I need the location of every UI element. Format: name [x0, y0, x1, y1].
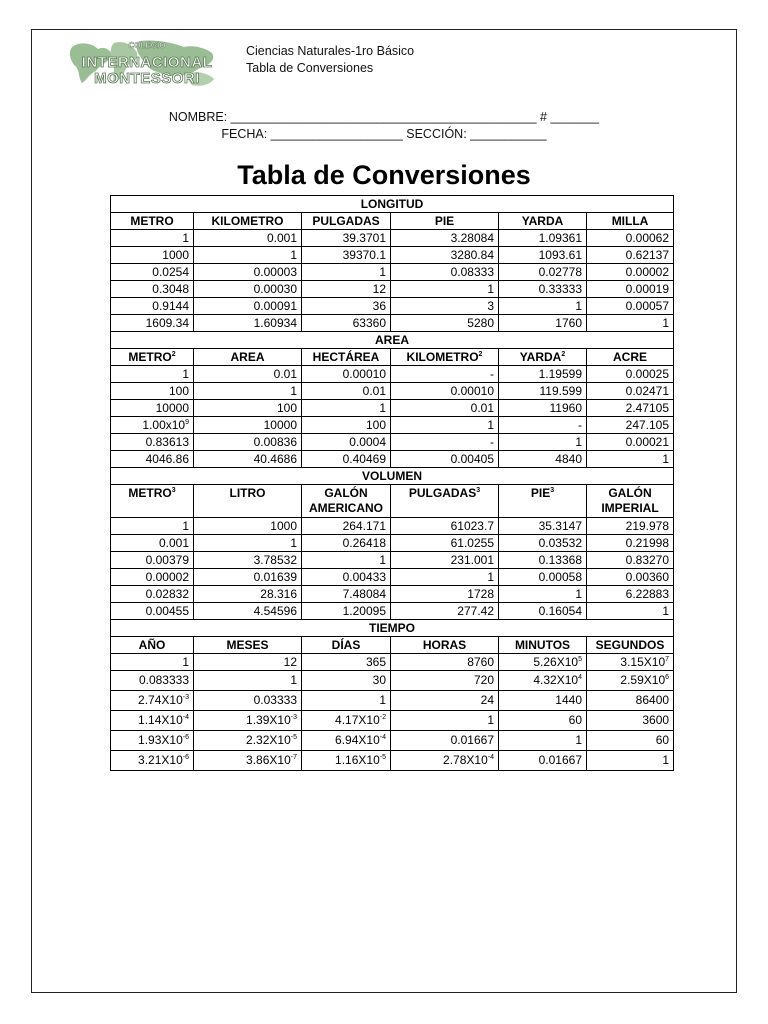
- longitud-header-row: [111, 213, 674, 230]
- table-cell: $1.00x10^9$: [111, 417, 194, 434]
- table-cell: 0.001: [194, 230, 302, 247]
- table-cell: 0.02471: [587, 383, 674, 400]
- logo-text-colegio: COLEGIO: [128, 41, 166, 50]
- table-cell: 3280.84: [391, 247, 499, 264]
- table-row: [111, 383, 674, 400]
- table-cell: 0.00405: [391, 451, 499, 468]
- table-cell: 1440: [499, 691, 587, 711]
- table-cell: 0.00010: [302, 366, 391, 383]
- table-cell: 0.00062: [587, 230, 674, 247]
- table-row: [111, 654, 674, 671]
- table-cell: 1: [302, 552, 391, 569]
- table-cell: $3.86X10^{-7}$: [194, 751, 302, 771]
- table-cell: 11960: [499, 400, 587, 417]
- school-logo: [66, 37, 228, 89]
- volumen-column-header: LITRO: [194, 485, 302, 518]
- table-row: [111, 691, 674, 711]
- table-cell: 0.00836: [194, 434, 302, 451]
- table-cell: 3.78532: [194, 552, 302, 569]
- table-cell: 1: [111, 230, 194, 247]
- table-cell: 0.33333: [499, 281, 587, 298]
- area-column-header: HECTÁREA: [302, 349, 391, 366]
- table-cell: 86400: [587, 691, 674, 711]
- tiempo-column-header: SEGUNDOS: [587, 637, 674, 654]
- table-row: [111, 400, 674, 417]
- table-cell: 0.26418: [302, 535, 391, 552]
- table-cell: 2.47105: [587, 400, 674, 417]
- table-cell: 35.3147: [499, 518, 587, 535]
- longitud-column-header: KILOMETRO: [194, 213, 302, 230]
- volumen-section-row: [111, 468, 674, 485]
- table-cell: 1728: [391, 586, 499, 603]
- volumen-column-header: GALÓN AMERICANO: [302, 485, 391, 518]
- table-cell: 0.13368: [499, 552, 587, 569]
- table-cell: 0.02778: [499, 264, 587, 281]
- table-row: [111, 731, 674, 751]
- table-cell: 1000: [194, 518, 302, 535]
- table-cell: 0.9144: [111, 298, 194, 315]
- table-cell: 0.83613: [111, 434, 194, 451]
- volumen-column-header: GALÓN IMPERIAL: [587, 485, 674, 518]
- area-column-header: ACRE: [587, 349, 674, 366]
- table-cell: 1: [587, 315, 674, 332]
- subtitle-line: Tabla de Conversiones: [246, 61, 374, 75]
- area-section-title: AREA: [111, 332, 674, 349]
- table-cell: 36: [302, 298, 391, 315]
- table-cell: $1.14X10^{-4}$: [111, 711, 194, 731]
- tiempo-column-header: MINUTOS: [499, 637, 587, 654]
- table-cell: 0.3048: [111, 281, 194, 298]
- table-cell: 1: [194, 671, 302, 691]
- table-cell: 1: [111, 654, 194, 671]
- table-row: [111, 751, 674, 771]
- table-cell: 0.01667: [391, 731, 499, 751]
- area-column-header: YARDA$^2$: [499, 349, 587, 366]
- table-cell: 1: [587, 751, 674, 771]
- table-cell: 277.42: [391, 603, 499, 620]
- table-cell: 0.00455: [111, 603, 194, 620]
- table-cell: 61.0255: [391, 535, 499, 552]
- table-cell: 1: [111, 366, 194, 383]
- table-cell: 60: [587, 731, 674, 751]
- logo-text-school: INTERNACIONAL MONTESSORI: [81, 54, 213, 87]
- table-row: [111, 230, 674, 247]
- area-column-header: KILOMETRO$^2$: [391, 349, 499, 366]
- table-cell: 5280: [391, 315, 499, 332]
- table-cell: 264.171: [302, 518, 391, 535]
- date-section-line[interactable]: FECHA: ___________________ SECCIÓN: ___________: [221, 127, 547, 141]
- tiempo-column-header: MESES: [194, 637, 302, 654]
- table-cell: 1: [111, 518, 194, 535]
- table-cell: 1760: [499, 315, 587, 332]
- table-cell: -: [391, 434, 499, 451]
- longitud-column-header: YARDA: [499, 213, 587, 230]
- table-cell: 0.00002: [111, 569, 194, 586]
- table-cell: $2.78X10^{-4}$: [391, 751, 499, 771]
- longitud-section-title: LONGITUD: [111, 196, 674, 213]
- table-cell: 4840: [499, 451, 587, 468]
- volumen-column-header-line2: IMPERIAL: [601, 501, 659, 515]
- table-cell: 1: [302, 400, 391, 417]
- table-cell: 30: [302, 671, 391, 691]
- table-cell: 0.0254: [111, 264, 194, 281]
- tiempo-column-header: HORAS: [391, 637, 499, 654]
- table-row: [111, 298, 674, 315]
- table-cell: 1: [587, 603, 674, 620]
- tiempo-column-header: DÍAS: [302, 637, 391, 654]
- table-cell: 0.62137: [587, 247, 674, 264]
- table-cell: 0.01: [194, 366, 302, 383]
- tiempo-section-row: [111, 620, 674, 637]
- table-cell: 1: [587, 451, 674, 468]
- table-cell: 219.978: [587, 518, 674, 535]
- table-cell: 60: [499, 711, 587, 731]
- area-column-header: AREA: [194, 349, 302, 366]
- table-cell: 4046.86: [111, 451, 194, 468]
- table-cell: 1: [499, 434, 587, 451]
- table-cell: 39.3701: [302, 230, 391, 247]
- table-cell: 0.01667: [499, 751, 587, 771]
- name-field-line[interactable]: NOMBRE: ____________________________________________ # _______: [168, 110, 600, 124]
- volumen-column-header: METRO$^3$: [111, 485, 194, 518]
- area-section-row: [111, 332, 674, 349]
- table-row: [111, 671, 674, 691]
- table-cell: 1000: [111, 247, 194, 264]
- table-cell: 0.40469: [302, 451, 391, 468]
- table-cell: $3.15X10^7$: [587, 654, 674, 671]
- longitud-column-header: METRO: [111, 213, 194, 230]
- table-row: [111, 518, 674, 535]
- table-cell: 1: [391, 417, 499, 434]
- table-cell: $4.17X10^{-2}$: [302, 711, 391, 731]
- table-cell: 0.00010: [391, 383, 499, 400]
- longitud-column-header: MILLA: [587, 213, 674, 230]
- table-cell: 0.01: [391, 400, 499, 417]
- table-row: [111, 247, 674, 264]
- table-cell: 0.00433: [302, 569, 391, 586]
- longitud-column-header: PIE: [391, 213, 499, 230]
- table-cell: 0.00030: [194, 281, 302, 298]
- table-cell: 100: [302, 417, 391, 434]
- table-cell: $1.16X10^{-5}$: [302, 751, 391, 771]
- table-row: [111, 552, 674, 569]
- table-cell: 0.21998: [587, 535, 674, 552]
- table-cell: 0.00003: [194, 264, 302, 281]
- table-cell: -: [391, 366, 499, 383]
- volumen-header-row: [111, 485, 674, 518]
- volumen-section-title: VOLUMEN: [111, 468, 674, 485]
- table-cell: 1609.34: [111, 315, 194, 332]
- page-title: Tabla de Conversiones: [237, 160, 531, 190]
- table-cell: 0.03333: [194, 691, 302, 711]
- volumen-column-header: PIE$^3$: [499, 485, 587, 518]
- table-cell: 1.09361: [499, 230, 587, 247]
- longitud-section-row: [111, 196, 674, 213]
- table-row: [111, 603, 674, 620]
- table-row: [111, 586, 674, 603]
- conversion-table-body: [111, 196, 674, 771]
- table-cell: 100: [111, 383, 194, 400]
- table-cell: 365: [302, 654, 391, 671]
- table-cell: 231.001: [391, 552, 499, 569]
- table-cell: 1: [391, 281, 499, 298]
- table-cell: 0.001: [111, 535, 194, 552]
- volumen-column-header: PULGADAS$^3$: [391, 485, 499, 518]
- table-cell: 1.19599: [499, 366, 587, 383]
- table-cell: 24: [391, 691, 499, 711]
- table-cell: 0.00002: [587, 264, 674, 281]
- table-cell: $1.39X10^{-3}$: [194, 711, 302, 731]
- table-cell: 0.00021: [587, 434, 674, 451]
- table-cell: 0.01639: [194, 569, 302, 586]
- table-row: [111, 451, 674, 468]
- table-cell: 40.4686: [194, 451, 302, 468]
- table-cell: -: [499, 417, 587, 434]
- table-cell: 28.316: [194, 586, 302, 603]
- table-cell: $2.59X10^6$: [587, 671, 674, 691]
- table-cell: 12: [194, 654, 302, 671]
- table-cell: 0.83270: [587, 552, 674, 569]
- table-cell: 61023.7: [391, 518, 499, 535]
- table-cell: 10000: [194, 417, 302, 434]
- subject-line: Ciencias Naturales-1ro Básico: [246, 44, 415, 58]
- table-row: [111, 281, 674, 298]
- area-header-row: [111, 349, 674, 366]
- table-cell: $1.93X10^{-6}$: [111, 731, 194, 751]
- table-row: [111, 535, 674, 552]
- table-cell: 0.00058: [499, 569, 587, 586]
- table-cell: 0.02832: [111, 586, 194, 603]
- table-cell: 0.00019: [587, 281, 674, 298]
- table-cell: 6.22883: [587, 586, 674, 603]
- table-cell: 720: [391, 671, 499, 691]
- table-cell: 0.00057: [587, 298, 674, 315]
- table-row: [111, 434, 674, 451]
- table-cell: 1: [391, 569, 499, 586]
- table-cell: $2.32X10^{-5}$: [194, 731, 302, 751]
- table-cell: 1.60934: [194, 315, 302, 332]
- table-cell: 0.00025: [587, 366, 674, 383]
- table-cell: 100: [194, 400, 302, 417]
- table-cell: 0.0004: [302, 434, 391, 451]
- table-cell: 1: [499, 586, 587, 603]
- table-cell: 0.16054: [499, 603, 587, 620]
- table-cell: 247.105: [587, 417, 674, 434]
- table-cell: $6.94X10^{-4}$: [302, 731, 391, 751]
- table-cell: 0.00379: [111, 552, 194, 569]
- tiempo-header-row: [111, 637, 674, 654]
- table-row: [111, 315, 674, 332]
- table-cell: 10000: [111, 400, 194, 417]
- table-cell: 12: [302, 281, 391, 298]
- table-cell: 3600: [587, 711, 674, 731]
- table-row: [111, 264, 674, 281]
- table-cell: 7.48084: [302, 586, 391, 603]
- table-cell: 119.599: [499, 383, 587, 400]
- tiempo-section-title: TIEMPO: [111, 620, 674, 637]
- table-cell: 8760: [391, 654, 499, 671]
- table-cell: $4.32X10^4$: [499, 671, 587, 691]
- table-cell: 0.00360: [587, 569, 674, 586]
- table-cell: 1: [302, 264, 391, 281]
- table-row: [111, 711, 674, 731]
- longitud-column-header: PULGADAS: [302, 213, 391, 230]
- table-cell: 0.00091: [194, 298, 302, 315]
- table-cell: $3.21X10^{-6}$: [111, 751, 194, 771]
- conversion-table: [110, 195, 674, 771]
- table-cell: 1093.61: [499, 247, 587, 264]
- table-cell: $5.26X10^5$: [499, 654, 587, 671]
- table-cell: 63360: [302, 315, 391, 332]
- document-header: [246, 43, 414, 77]
- table-cell: 0.01: [302, 383, 391, 400]
- table-cell: 0.03532: [499, 535, 587, 552]
- table-cell: 0.08333: [391, 264, 499, 281]
- table-row: [111, 366, 674, 383]
- table-cell: 1: [391, 711, 499, 731]
- table-cell: $2.74X10^{-3}$: [111, 691, 194, 711]
- table-cell: 1.20095: [302, 603, 391, 620]
- table-row: [111, 569, 674, 586]
- tiempo-column-header: AÑO: [111, 637, 194, 654]
- table-cell: 1: [194, 247, 302, 264]
- table-cell: 39370.1: [302, 247, 391, 264]
- table-cell: 4.54596: [194, 603, 302, 620]
- table-cell: 1: [499, 731, 587, 751]
- table-row: [111, 417, 674, 434]
- table-cell: 3.28084: [391, 230, 499, 247]
- table-cell: 1: [499, 298, 587, 315]
- table-cell: 3: [391, 298, 499, 315]
- area-column-header: METRO$^2$: [111, 349, 194, 366]
- table-cell: 1: [302, 691, 391, 711]
- table-cell: 1: [194, 535, 302, 552]
- table-cell: 0.083333: [111, 671, 194, 691]
- volumen-column-header-line2: AMERICANO: [309, 501, 383, 515]
- table-cell: 1: [194, 383, 302, 400]
